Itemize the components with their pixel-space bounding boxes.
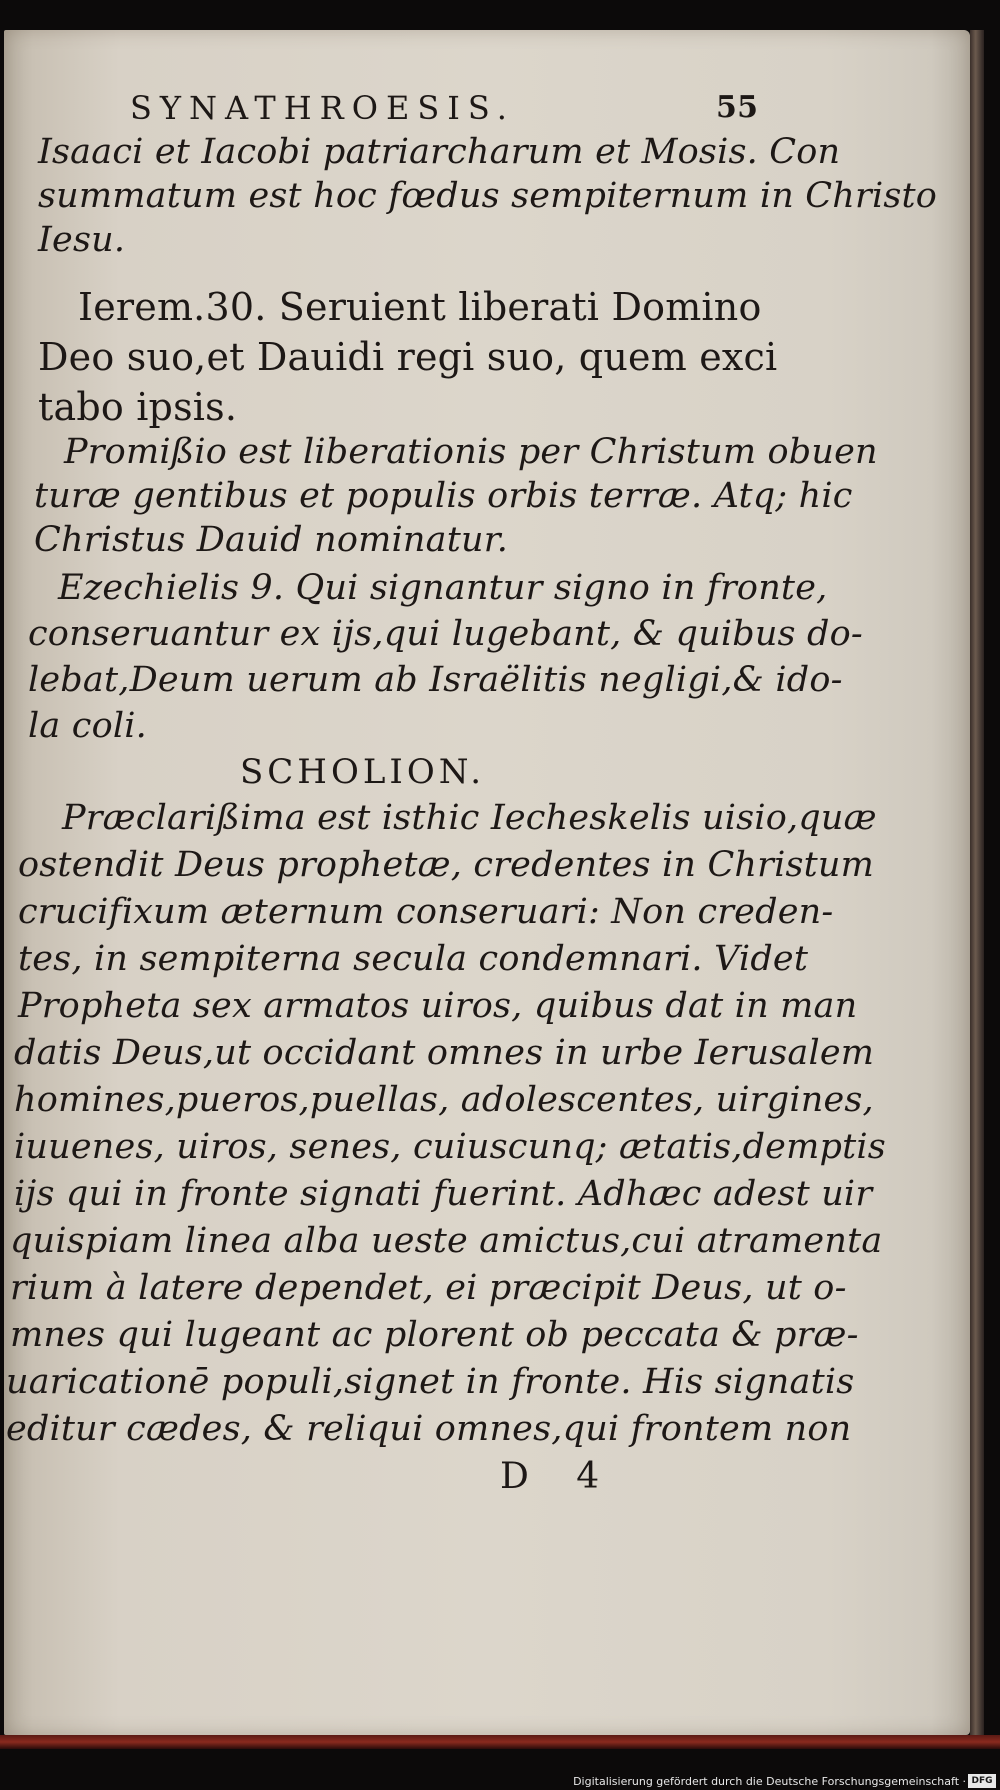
scholion-line: homines,pueros,puellas, adolescentes, uirgines, bbox=[14, 1080, 874, 1120]
scholion-line: ijs qui in fronte signati fuerint. Adhæc adest uir bbox=[14, 1174, 873, 1214]
body-line: summatum est hoc fœdus sempiternum in Christo bbox=[38, 176, 938, 216]
page-number: 55 bbox=[716, 90, 759, 125]
scholion-line: uaricationē populi,signet in fronte. His signatis bbox=[6, 1362, 855, 1402]
body-line: Ezechielis 9. Qui signantur signo in fronte, bbox=[58, 568, 828, 608]
page-edge-right bbox=[970, 30, 984, 1735]
body-line: turæ gentibus et populis orbis terræ. Atq; hic bbox=[34, 476, 853, 516]
scholion-line: Propheta sex armatos uiros, quibus dat in man bbox=[18, 986, 858, 1026]
scholion-line: ostendit Deus prophetæ, credentes in Christum bbox=[18, 845, 875, 885]
scholion-line: quispiam linea alba ueste amictus,cui atramenta bbox=[10, 1221, 883, 1261]
scholion-line: datis Deus,ut occidant omnes in urbe Ierusalem bbox=[14, 1033, 875, 1073]
body-line: Christus Dauid nominatur. bbox=[34, 520, 509, 560]
scholion-line: mnes qui lugeant ac plorent ob peccata & præ- bbox=[10, 1315, 859, 1355]
body-line: Iesu. bbox=[38, 220, 126, 260]
body-line: conseruantur ex ijs,qui lugebant, & quibus do- bbox=[28, 614, 863, 654]
body-line: Ierem.30. Seruient liberati Domino bbox=[78, 285, 762, 329]
body-line: Deo suo,et Dauidi regi suo, quem exci bbox=[38, 335, 778, 379]
page-edge-bottom bbox=[0, 1735, 1000, 1749]
body-line: tabo ipsis. bbox=[38, 385, 238, 429]
scholion-line: editur cædes, & reliqui omnes,qui frontem non bbox=[6, 1409, 852, 1449]
scholion-line: iuuenes, uiros, senes, cuiuscunq; ætatis,demptis bbox=[14, 1127, 886, 1167]
dfg-logo: DFG bbox=[968, 1774, 996, 1788]
scholion-line: rium à latere dependet, ei præcipit Deus, ut o- bbox=[10, 1268, 847, 1308]
body-line: la coli. bbox=[28, 706, 147, 746]
body-line: Promißio est liberationis per Christum obuen bbox=[64, 432, 878, 472]
signature-mark: D 4 bbox=[500, 1456, 618, 1497]
body-line: Isaaci et Iacobi patriarcharum et Mosis. Con bbox=[38, 132, 841, 172]
scholion-line: Præclarißima est isthic Iecheskelis uisio,quæ bbox=[62, 798, 877, 838]
digitization-credit: Digitalisierung gefördert durch die Deutsche Forschungsgemeinschaft · bbox=[573, 1775, 966, 1788]
scholion-line: crucifixum æternum conseruari: Non creden- bbox=[18, 892, 834, 932]
running-head-title: SYNATHROESIS. bbox=[130, 89, 515, 127]
scholion-line: tes, in sempiterna secula condemnari. Videt bbox=[18, 939, 809, 979]
body-line: lebat,Deum uerum ab Israëlitis negligi,& ido- bbox=[28, 660, 843, 700]
section-heading: SCHOLION. bbox=[240, 752, 486, 792]
